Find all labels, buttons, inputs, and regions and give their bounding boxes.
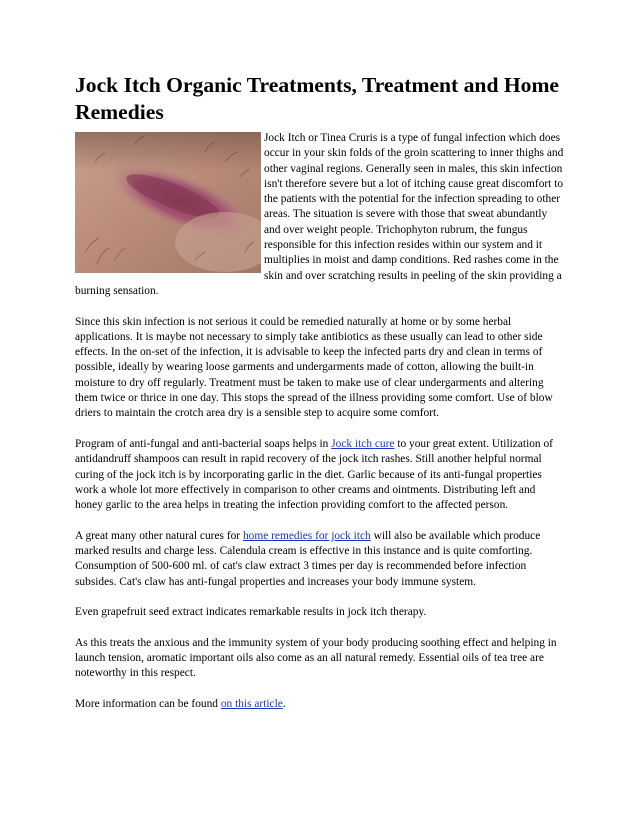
home-remedies-link[interactable]: home remedies for jock itch xyxy=(242,529,371,542)
article-title: Jock Itch Organic Treatments, Treatment and Home Remedies xyxy=(75,73,560,124)
paragraph-other-cures-text-2: will also be available which produce marked results and charge less. Calendula cream is effective in this instance and is quite comforting. Consumption of 500-600 ml. of cat's claw extract 3 times per day is recommended before infection subsides. Cat's claw has anti-fungal properties and increases your body immune system. xyxy=(75,529,541,588)
paragraph-natural-remedies: Since this skin infection is not serious it could be remedied naturally at home or by some herbal applications. It is maybe not necessary to simply take antibiotics as these usually can lead to other side effects. In the on-set of the infection, it is advisable to keep the infected parts dry and clean in terms of possible, ideally by wearing loose garments and undergarments made of cotton, allowing the built-in moisture to dry off regularly. Treatment must be taken to make use of clear undergarments and altering them twice or thrice in one day. This stops the spread of the illness providing some comfort. Use of blow driers to maintain the crotch area dry is a sensible step to acquire some comfort. xyxy=(75,315,553,420)
rash-photo xyxy=(75,132,261,273)
article-link[interactable]: on this article xyxy=(220,697,283,710)
article xyxy=(75,72,565,712)
paragraph-more-info xyxy=(75,697,565,712)
paragraph-soaps-text-2: to your great extent. Utilization of antidandruff shampoos can result in rapid recovery of the jock itch rashes. Still another helpful normal curing of the jock itch is by incorporating garlic in the diet. Garlic because of its anti-fungal properties work a whole lot more effectively in comparison to other creams and ointments. Distributing left and honey garlic to the area helps in treating the infection providing comfort to the affected person. xyxy=(75,437,553,512)
paragraph-essential-oils: As this treats the anxious and the immunity system of your body producing soothing effect and helping in launch tension, aromatic important oils also come as an all natural remedy. Essential oils of tea tree are noteworthy in this respect. xyxy=(75,636,557,680)
intro-section xyxy=(75,131,565,299)
more-info-text: More information can be found xyxy=(75,697,221,710)
intro-text: Jock Itch or Tinea Cruris is a type of fungal infection which does occur in your skin folds of the groin scattering to inner thighs and other vaginal regions. Generally seen in males, this skin infection isn't therefore severe but a lot of itching cause great discomfort to the patients with the potential for the infection spreading to other areas. The situation is severe with those that sweat abundantly and over weight people. Trichophyton rubrum, the fungus responsible for this infection resides within our system and it multiplies in moist and damp conditions. Red rashes come in the skin and over scratching results in peeling of the skin providing a burning sensation. xyxy=(75,132,564,297)
paragraph-soaps xyxy=(75,437,565,513)
jock-itch-cure-link[interactable]: Jock itch cure xyxy=(331,437,395,450)
paragraph-grapefruit: Even grapefruit seed extract indicates remarkable results in jock itch therapy. xyxy=(75,606,427,619)
paragraph-other-cures xyxy=(75,529,565,590)
paragraph-other-cures-text-1: A great many other natural cures for xyxy=(75,529,243,542)
paragraph-soaps-text-1: Program of anti-fungal and anti-bacterial soaps helps in xyxy=(75,437,332,450)
more-info-period: . xyxy=(282,697,286,710)
